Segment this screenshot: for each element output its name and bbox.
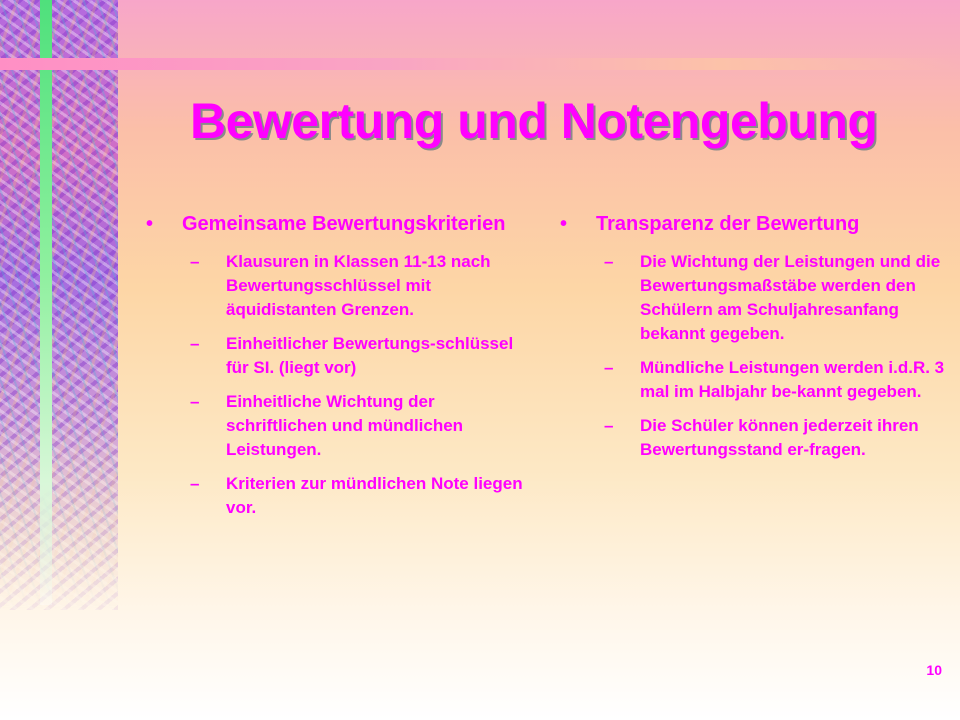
left-column-heading: Gemeinsame Bewertungskriterien [182, 213, 506, 235]
dash-icon: – [604, 252, 614, 271]
left-column [146, 210, 531, 530]
left-column-heading-item [146, 210, 531, 238]
list-item [146, 472, 531, 520]
bullet-icon: • [560, 213, 568, 235]
decorative-pink-stripe [0, 58, 960, 70]
bullet-icon: • [146, 213, 154, 235]
dash-icon: – [190, 252, 200, 271]
list-item [146, 332, 531, 380]
list-item-text: Die Schüler können jederzeit ihren Bewertungsstand er-fragen. [640, 416, 919, 459]
list-item [560, 414, 945, 462]
list-item [146, 390, 531, 462]
list-item-text: Mündliche Leistungen werden i.d.R. 3 mal im Halbjahr be-kannt gegeben. [640, 358, 945, 401]
list-item-text: Klausuren in Klassen 11-13 nach Bewertungsschlüssel mit äquidistanten Grenzen. [226, 252, 491, 319]
dash-icon: – [190, 474, 200, 493]
list-item-text: Kriterien zur mündlichen Note liegen vor. [226, 474, 523, 517]
slide-title: Bewertung und Notengebung [190, 93, 878, 149]
list-item [560, 356, 945, 404]
right-column-heading-item [560, 210, 945, 238]
page-number: 10 [926, 662, 942, 678]
right-column-heading: Transparenz der Bewertung [596, 213, 860, 235]
dash-icon: – [190, 334, 200, 353]
right-column [560, 210, 945, 472]
decorative-green-stripe [40, 0, 52, 605]
dash-icon: – [604, 358, 614, 377]
list-item-text: Einheitlicher Bewertungs-schlüssel für SI. (liegt vor) [226, 334, 514, 377]
list-item-text: Die Wichtung der Leistungen und die Bewertungsmaßstäbe werden den Schülern am Schuljahresanfang bekannt gegeben. [640, 252, 941, 343]
list-item [560, 250, 945, 346]
list-item [146, 250, 531, 322]
decorative-pattern-overlay [0, 0, 118, 610]
dash-icon: – [190, 392, 200, 411]
list-item-text: Einheitliche Wichtung der schriftlichen und mündlichen Leistungen. [226, 392, 464, 459]
dash-icon: – [604, 416, 614, 435]
